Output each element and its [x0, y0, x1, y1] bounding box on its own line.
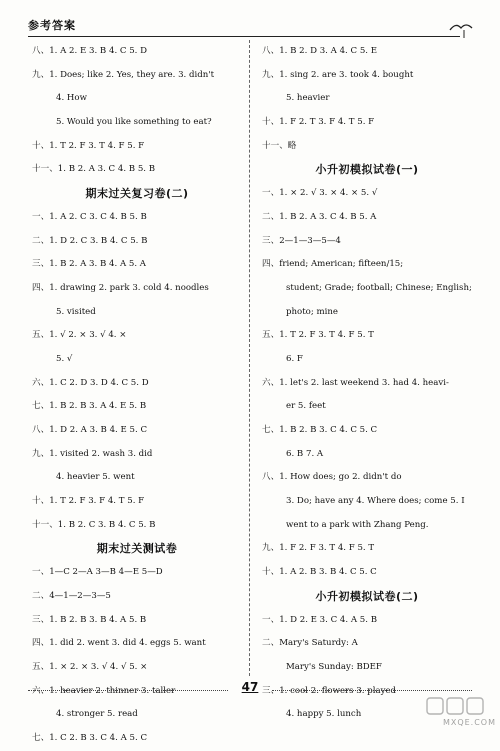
section-title: 小升初模拟试卷(一): [315, 163, 419, 177]
answer-line: went to a park with Zhang Peng.: [286, 519, 429, 530]
answer-line: 二、Mary's Saturdy: A: [262, 638, 358, 649]
answer-line: 五、1. √ 2. × 3. √ 4. ×: [32, 330, 127, 341]
answer-line: 九、1. F 2. F 3. T 4. F 5. T: [262, 543, 375, 554]
answer-line: 6. B 7. A: [286, 448, 324, 459]
footer-rule-right: [272, 690, 472, 691]
watermark-logo-icon: [426, 697, 486, 715]
answer-line: 九、1. visited 2. wash 3. did: [32, 448, 153, 459]
answer-line: 五、1. T 2. F 3. T 4. F 5. T: [262, 330, 374, 341]
answer-line: 二、4—1—2—3—5: [32, 590, 111, 601]
answer-line: Mary's Sunday: BDEF: [286, 661, 382, 672]
answer-line: photo; mine: [286, 306, 338, 317]
answer-line: 三、2—1—3—5—4: [262, 235, 341, 246]
section-title: 期末过关复习卷(二): [85, 187, 189, 201]
answer-line: 5. Would you like something to eat?: [56, 117, 212, 128]
answer-line: 四、1. drawing 2. park 3. cold 4. noodles: [32, 282, 209, 293]
answer-line: 4. How: [56, 93, 87, 104]
answer-line: 二、1. D 2. C 3. B 4. C 5. B: [32, 235, 148, 246]
answer-line: 四、friend; American; fifteen/15;: [262, 259, 404, 270]
answer-line: 九、1. sing 2. are 3. took 4. bought: [262, 69, 414, 80]
answer-line: 十一、1. B 2. C 3. B 4. C 5. B: [32, 519, 156, 530]
answer-line: 六、1. heavier 2. thinner 3. taller: [32, 685, 176, 696]
answer-line: 三、1. cool 2. flowers 3. played: [262, 685, 397, 696]
answer-line: 4. stronger 5. read: [56, 709, 138, 720]
answer-line: 一、1. × 2. √ 3. × 4. × 5. √: [262, 188, 378, 199]
section-title: 期末过关测试卷: [96, 542, 178, 556]
section-title: 小升初模拟试卷(二): [315, 589, 419, 603]
answer-line: 八、1. B 2. D 3. A 4. C 5. E: [262, 46, 378, 56]
answer-line: er 5. feet: [286, 401, 326, 412]
answer-line: 七、1. B 2. B 3. A 4. E 5. B: [32, 401, 147, 412]
answer-line: 十、1. T 2. F 3. F 4. T 5. F: [32, 496, 145, 507]
answer-line: 九、1. Does; like 2. Yes, they are. 3. didn't: [32, 69, 215, 80]
answer-line: student; Grade; football; Chinese; English;: [286, 282, 472, 293]
answer-line: 四、1. did 2. went 3. did 4. eggs 5. want: [32, 638, 206, 649]
left-column: [32, 40, 242, 751]
answer-line: 六、1. C 2. D 3. D 4. C 5. D: [32, 377, 149, 388]
bird-ornament-icon: [448, 18, 474, 38]
header-rule: [28, 36, 460, 37]
answer-line: 二、1. B 2. A 3. C 4. B 5. A: [262, 211, 377, 222]
footer-rule-left: [28, 690, 228, 691]
answer-line: 5. heavier: [286, 93, 330, 104]
right-column: [262, 40, 472, 727]
answer-line: 十一、略: [262, 140, 297, 151]
answer-line: 十、1. A 2. B 3. B 4. C 5. C: [262, 567, 377, 578]
answer-line: 十、1. T 2. F 3. T 4. F 5. F: [32, 140, 145, 151]
column-divider: [249, 40, 250, 676]
answer-line: 八、1. A 2. E 3. B 4. C 5. D: [32, 46, 148, 56]
page-header: [28, 14, 474, 36]
answer-line: 5. visited: [56, 306, 96, 317]
answer-line: 一、1. A 2. C 3. C 4. B 5. B: [32, 211, 147, 222]
answer-line: 5. √: [56, 353, 73, 364]
answer-line: 七、1. C 2. B 3. C 4. A 5. C: [32, 732, 148, 743]
header-title: 参考答案: [28, 19, 76, 32]
answer-line: 八、1. D 2. A 3. B 4. E 5. C: [32, 425, 148, 435]
answer-line: 4. heavier 5. went: [56, 472, 135, 483]
answer-line: 三、1. B 2. A 3. B 4. A 5. A: [32, 259, 147, 270]
answer-line: 3. Do; have any 4. Where does; come 5. I: [286, 496, 465, 507]
answer-line: 七、1. B 2. B 3. C 4. C 5. C: [262, 425, 378, 435]
page-number: 47: [241, 680, 259, 694]
answer-line: 十、1. F 2. T 3. F 4. T 5. F: [262, 117, 375, 128]
answer-line: 六、1. let's 2. last weekend 3. had 4. heavi-: [262, 377, 449, 388]
watermark-text: MXQE.COM: [442, 718, 496, 727]
answer-line: 八、1. How does; go 2. didn't do: [262, 472, 402, 483]
answer-line: 三、1. B 2. B 3. B 4. A 5. B: [32, 614, 147, 625]
answer-line: 一、1—C 2—A 3—B 4—E 5—D: [32, 567, 163, 578]
site-watermark: [406, 697, 496, 727]
answer-line: 五、1. × 2. × 3. √ 4. √ 5. ×: [32, 661, 148, 672]
answer-line: 4. happy 5. lunch: [286, 709, 362, 720]
answer-line: 6. F: [286, 353, 303, 364]
answer-line: 一、1. D 2. E 3. C 4. A 5. B: [262, 614, 378, 625]
answer-line: 十一、1. B 2. A 3. C 4. B 5. B: [32, 164, 156, 175]
